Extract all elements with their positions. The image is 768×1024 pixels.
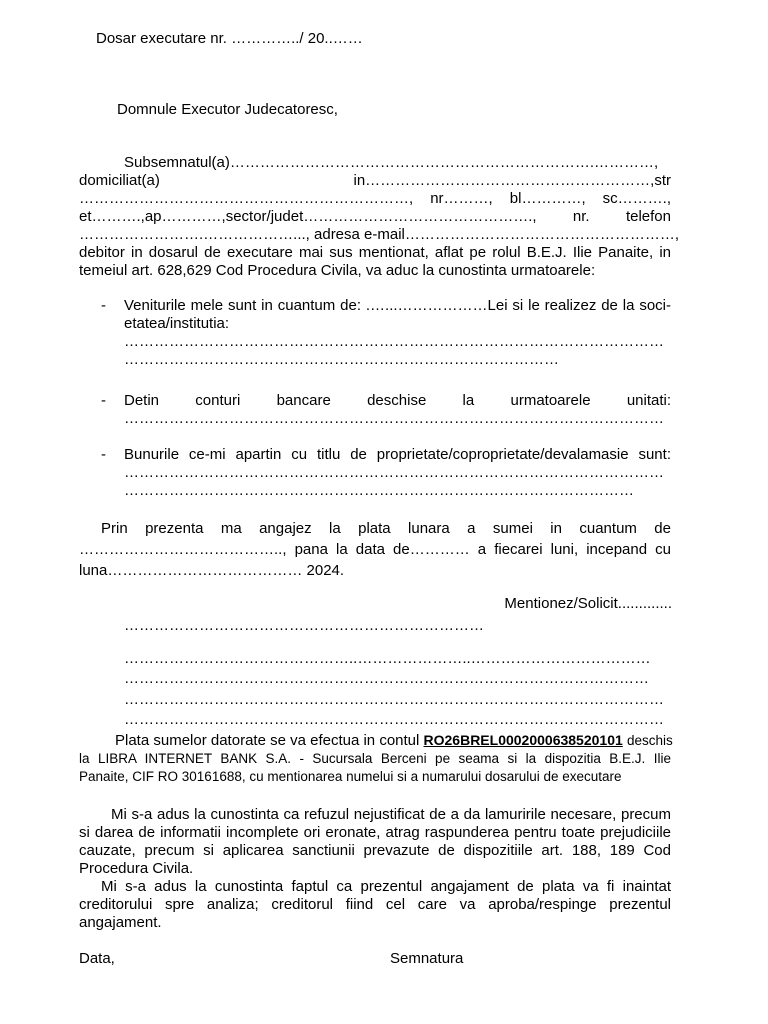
bullet-dash: -: [101, 446, 106, 463]
income-line-1: Veniturile mele sunt in cuantum de: .…...………………Lei si le realizez de la soci-: [124, 297, 671, 314]
intro-line-7: temeiul art. 628,629 Cod Procedura Civila, va aduc la cunostinta urmatoarele:: [79, 262, 596, 279]
warning2-line-3: angajament.: [79, 914, 162, 931]
income-line-2: etatea/institutia:: [124, 315, 230, 332]
payment-line-1: [115, 731, 673, 750]
domicile-label: domiciliat(a): [79, 172, 160, 189]
floor-apartment-blanks: et……….,ap…………,sector/judet……………………………………….,: [79, 208, 537, 225]
warning2-line-2: creditorului spre analiza; creditorul fiind cel care va aproba/respinge prezentul: [79, 896, 671, 913]
email-blanks: …………………….………………..., adresa e-mail………………………………………………,: [79, 226, 680, 243]
word: urmatoarele: [510, 392, 591, 409]
word: conturi: [195, 392, 241, 409]
bullet-property: [124, 446, 671, 500]
income-line-3: ………………………………………………………………………………………………: [124, 333, 664, 350]
warning1-line-2: si darea de informatii incomplete ori eronate, atrag raspunderea pentru toate prejudiciile: [79, 824, 671, 841]
word: Detin: [124, 392, 160, 409]
warning1-line-1: Mi s-a adus la cunostinta ca refuzul nejustificat de a da lamuririle necesare, precum: [111, 806, 671, 823]
intro-line-3: [79, 190, 671, 208]
bank-accounts-line-2: ………………………………………………………………………………………………: [124, 410, 664, 427]
mention-line-5: ………………………………………………………………………………………………: [124, 711, 664, 728]
bank-accounts-line-1: [124, 392, 671, 410]
domicile-blank: in…………………………………………………,str: [353, 172, 671, 189]
intro-line-6: [79, 244, 671, 262]
income-line-4: ……………………………………………………………………………: [124, 351, 559, 368]
bullet-dash: -: [101, 392, 106, 409]
payment-suffix: deschis: [626, 733, 673, 748]
word: unitati:: [626, 392, 672, 409]
intro-line-1: Subsemnatul(a)……………………………………………………………….…………,: [124, 154, 659, 171]
salutation: Domnule Executor Judecatoresc,: [117, 101, 338, 118]
bullet-bank-accounts: [124, 392, 671, 428]
mention-line-1: ………………………………………………………………: [124, 617, 484, 634]
commitment-line-3: luna………………………………… 2024.: [79, 562, 345, 579]
warning1-line-3: cauzate, precum si aplicarea sanctiunii prevazute de dispozitiile art. 188, 189 Cod: [79, 842, 671, 859]
warning1-line-4: Procedura Civila.: [79, 860, 194, 877]
payment-prefix: Plata sumelor datorate se va efectua in contul: [115, 732, 420, 749]
intro-line-5: [79, 226, 680, 244]
commitment-line-1: Prin prezenta ma angajez la plata lunara a sumei in cuantum de: [101, 520, 671, 537]
payment-line-2: la LIBRA INTERNET BANK S.A. - Sucursala Berceni pe seama si la dispozitia B.E.J. Ilie: [79, 751, 671, 766]
bullet-income: [124, 297, 671, 369]
property-line-3: …………………………………………………………………………………………: [124, 482, 634, 499]
mention-line-3: ……………………………………………………………………………………………: [124, 670, 649, 687]
signature-label: Semnatura: [390, 950, 464, 967]
intro-line-4: [79, 208, 671, 226]
phone-label: telefon: [625, 208, 671, 225]
debtor-statement: debitor in dosarul de executare mai sus mentionat, aflat pe rolul B.E.J. Ilie Panaite, in: [79, 244, 671, 261]
word: bancare: [276, 392, 331, 409]
intro-line-2: [79, 172, 671, 190]
bullet-dash: -: [101, 297, 106, 314]
property-line-2: ………………………………………………………………………………………………: [124, 464, 664, 481]
payment-line-3: Panaite, CIF RO 30161688, cu mentionarea numelui si a numarului dosarului de executare: [79, 769, 622, 784]
commitment-line-2: ………………………………….., pana la data de………… a fiecarei luni, incepand cu: [79, 541, 671, 558]
warning2-line-1: Mi s-a adus la cunostinta faptul ca prezentul angajament de plata va fi inaintat: [101, 878, 671, 895]
bank-account-number: RO26BREL0002000638520101: [423, 732, 623, 748]
property-line-1: Bunurile ce-mi apartin cu titlu de proprietate/coproprietate/devalamasie sunt:: [124, 446, 671, 463]
date-label: Data,: [79, 950, 115, 967]
mention-line-2: ………………………………………..…………………..………………………………: [124, 650, 651, 667]
word: la: [462, 392, 475, 409]
phone-nr-label: nr.: [572, 208, 590, 225]
mention-line-4: ………………………………………………………………………………………………: [124, 691, 664, 708]
mention-label: Mentionez/Solicit.............: [504, 595, 672, 612]
dossier-number-line: Dosar executare nr. …………../ 20..……: [96, 30, 363, 47]
street-number-blanks: …………………………………………………………, nr………, bl…………, sc……….,: [79, 190, 671, 207]
word: deschise: [367, 392, 427, 409]
